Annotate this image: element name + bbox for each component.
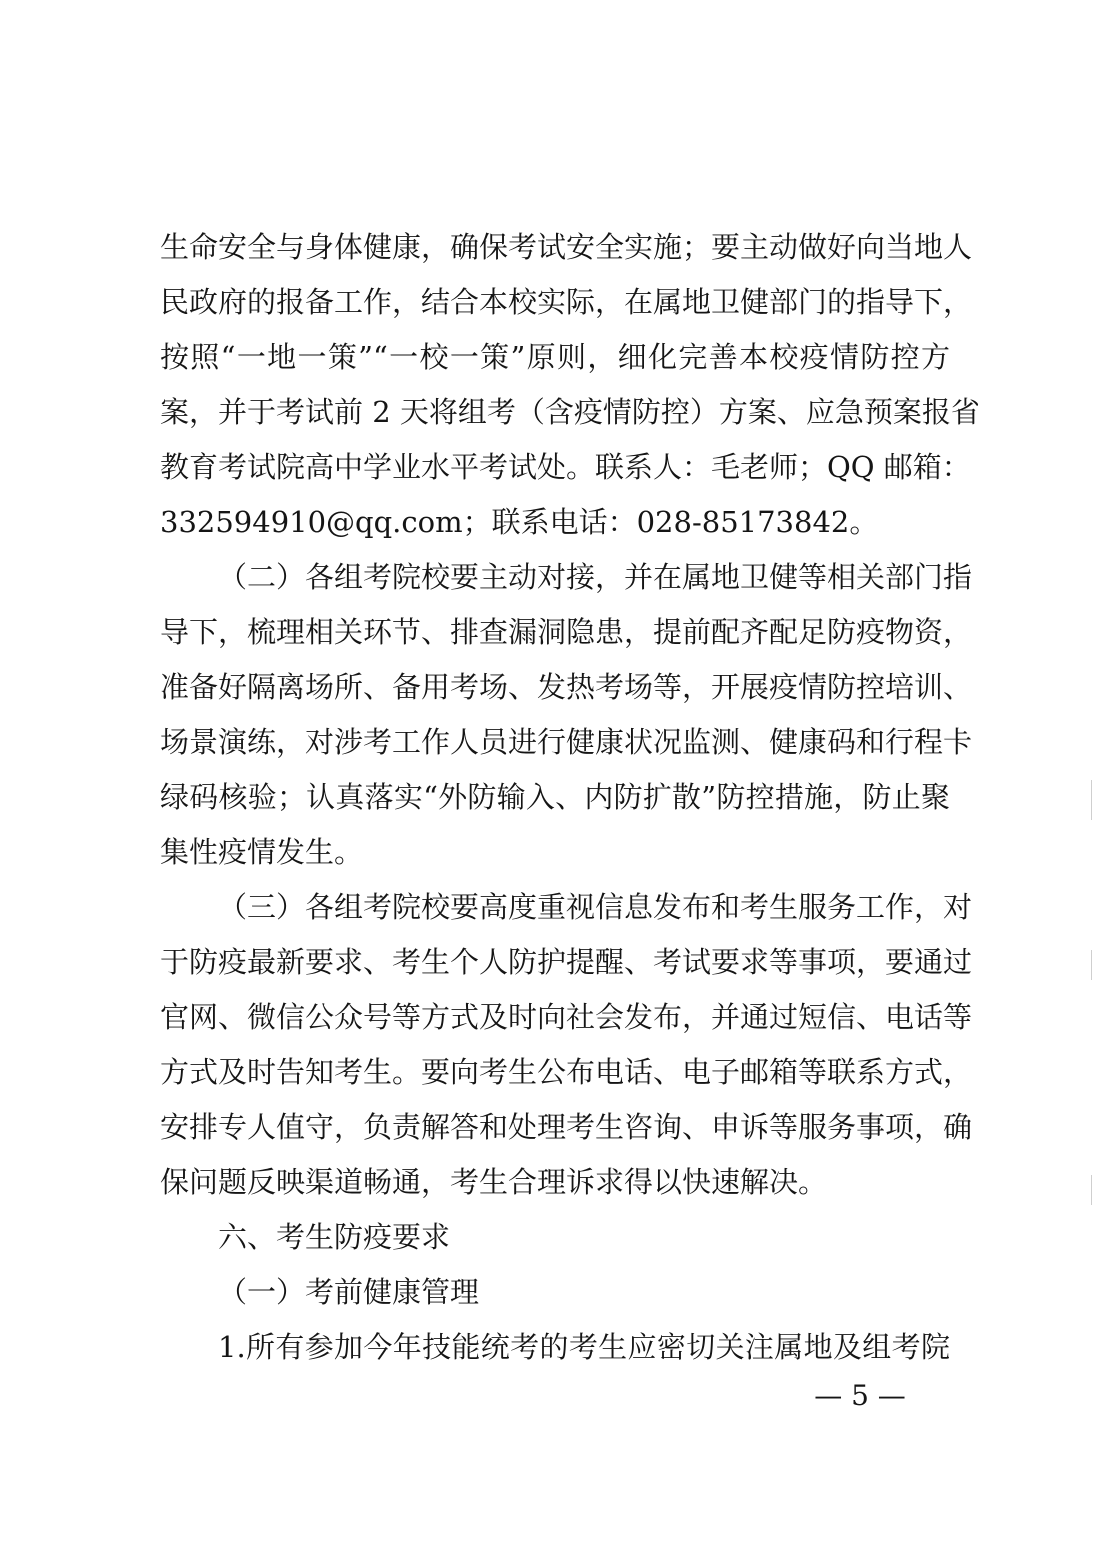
text-line: 绿码核验；认真落实“外防输入、内防扩散”防控措施，防止聚 <box>160 780 950 814</box>
subsection-heading: （一）考前健康管理 <box>218 1275 480 1309</box>
paragraph-start-line: （二）各组考院校要主动对接，并在属地卫健等相关部门指 <box>218 560 973 594</box>
text-line: 集性疫情发生。 <box>160 835 364 869</box>
text-line: 案，并于考试前 2 天将组考（含疫情防控）方案、应急预案报省 <box>160 395 980 429</box>
text-line: 按照“一地一策”“一校一策”原则，细化完善本校疫情防控方 <box>160 340 950 374</box>
text-line: 保问题反映渠道畅通，考生合理诉求得以快速解决。 <box>160 1165 828 1199</box>
scan-edge-mark <box>1091 1175 1092 1205</box>
scan-edge-mark <box>1091 950 1092 980</box>
text-line: 场景演练，对涉考工作人员进行健康状况监测、健康码和行程卡 <box>160 725 973 759</box>
text-line: 于防疫最新要求、考生个人防护提醒、考试要求等事项，要通过 <box>160 945 973 979</box>
text-line: 官网、微信公众号等方式及时向社会发布，并通过短信、电话等 <box>160 1000 973 1034</box>
text-line: 安排专人值守，负责解答和处理考生咨询、申诉等服务事项，确 <box>160 1110 973 1144</box>
text-line: 民政府的报备工作，结合本校实际，在属地卫健部门的指导下， <box>160 285 973 319</box>
section-heading: 六、考生防疫要求 <box>218 1220 451 1254</box>
text-line: 教育考试院高中学业水平考试处。联系人：毛老师；QQ 邮箱： <box>160 450 971 484</box>
text-line: 332594910@qq.com；联系电话：028-85173842。 <box>160 505 879 539</box>
scan-edge-mark <box>1091 780 1092 820</box>
body-text <box>160 220 980 1375</box>
text-line: 方式及时告知考生。要向考生公布电话、电子邮箱等联系方式， <box>160 1055 973 1089</box>
paragraph-start-line: （三）各组考院校要高度重视信息发布和考生服务工作，对 <box>218 890 973 924</box>
text-line: 生命安全与身体健康，确保考试安全实施；要主动做好向当地人 <box>160 230 973 264</box>
paragraph-start-line: 1.所有参加今年技能统考的考生应密切关注属地及组考院 <box>218 1330 950 1364</box>
text-line: 准备好隔离场所、备用考场、发热考场等，开展疫情防控培训、 <box>160 670 973 704</box>
page-number: — 5 — <box>814 1379 906 1412</box>
text-line: 导下，梳理相关环节、排查漏洞隐患，提前配齐配足防疫物资， <box>160 615 973 649</box>
